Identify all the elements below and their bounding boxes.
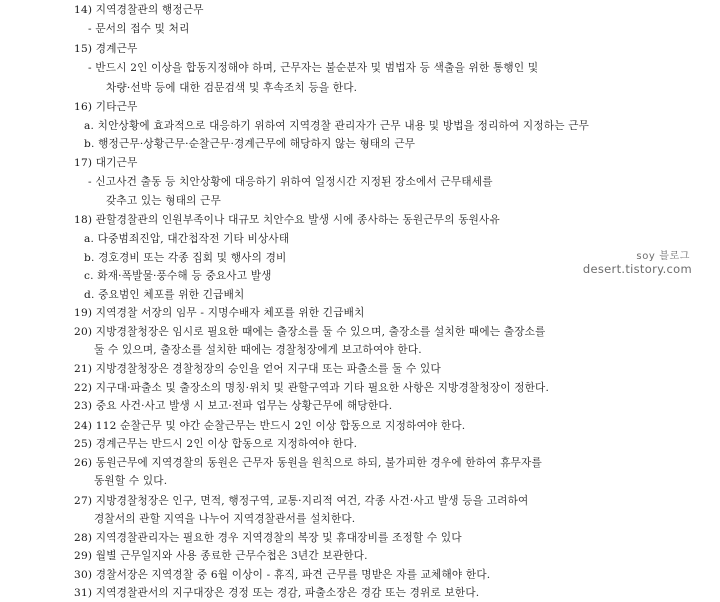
text-line: 둘 수 있으며, 출장소를 설치한 때에는 경찰청장에게 보고하여야 한다. [94,344,422,357]
text-line: d. 중요범인 체포를 위한 긴급배치 [84,288,245,301]
watermark-url: desert.tistory.com [582,262,692,276]
text-line: a. 다중범죄진압, 대간첩작전 기타 비상사태 [84,233,290,246]
text-line: 17) 대기근무 [74,156,138,169]
text-line: 19) 지역경찰 서장의 임무 - 지명수배자 체포를 위한 긴급배치 [74,307,365,320]
text-line: 26) 동원근무에 지역경찰의 동원은 근무자 동원을 원칙으로 하되, 불가피한 경우에 한하여 휴무자를 [74,456,542,469]
text-line: 28) 지역경찰관리자는 필요한 경우 지역경찰의 복장 및 휴대장비를 조정할 수 있다 [74,531,462,544]
text-line: 15) 경계근무 [74,42,138,55]
text-line: 경찰서의 관할 지역을 나누어 지역경찰관서를 설치한다. [94,513,356,526]
text-line: c. 화재·폭발물·풍수해 등 중요사고 발생 [84,270,272,283]
text-line: 30) 경찰서장은 지역경찰 중 6월 이상이 - 휴직, 파견 근무를 명받은 자를 교체해야 한다. [74,568,491,581]
text-line: 차량·선박 등에 대한 검문검색 및 후속조치 등을 한다. [106,81,358,94]
text-line: 14) 지역경찰관의 행정근무 [74,4,204,16]
text-line: 25) 경계근무는 반드시 2인 이상 합동으로 지정하여야 한다. [74,438,358,451]
text-line: 27) 지방경찰청장은 인구, 면적, 행정구역, 교통·지리적 여건, 각종 사건·사고 발생 등을 고려하여 [74,494,529,507]
text-line: b. 경호경비 또는 각종 집회 및 행사의 경비 [84,251,287,264]
watermark-blog-name: soy 블로그 [636,251,690,262]
text-line: 21) 지방경찰청장은 경찰청장의 승인을 얻어 지구대 또는 파출소를 둘 수 있다 [74,362,441,375]
text-line: - 문서의 접수 및 처리 [88,23,190,36]
text-line: 16) 기타근무 [74,101,138,114]
text-line: 갖추고 있는 형태의 근무 [106,194,222,207]
text-line: 31) 지역경찰관서의 지구대장은 경정 또는 경감, 파출소장은 경감 또는 경위로 보한다. [74,587,480,599]
text-line: 29) 월별 근무일지와 사용 종료한 근무수첩은 3년간 보관한다. [74,550,368,563]
text-line: a. 치안상황에 효과적으로 대응하기 위하여 지역경찰 관리자가 근무 내용 및 방법을 정리하여 지정하는 근무 [84,119,590,132]
text-line: 23) 중요 사건·사고 발생 시 보고·전파 업무는 상황근무에 해당한다. [74,400,393,413]
text-line: 동원할 수 있다. [94,475,168,488]
text-line: 22) 지구대·파출소 및 출장소의 명칭·위치 및 관할구역과 기타 필요한 사항은 지방경찰청장이 정한다. [74,382,550,395]
text-line: b. 행정근무·상황근무·순찰근무·경계근무에 해당하지 않는 형태의 근무 [84,138,416,151]
text-line: - 반드시 2인 이상을 합동지정해야 하며, 근무자는 불순분자 및 범법자 등 색출을 위한 통행인 및 [88,62,539,75]
text-line: 24) 112 순찰근무 및 야간 순찰근무는 반드시 2인 이상 합동으로 지정하여야 한다. [74,419,466,432]
text-line: 20) 지방경찰청장은 임시로 필요한 때에는 출장소를 둘 수 있으며, 출장소를 설치한 때에는 출장소를 [74,325,546,338]
text-line: - 신고사건 출동 등 치안상황에 대응하기 위하여 일정시간 지정된 장소에서 근무태세를 [88,176,493,189]
text-line: 18) 관할경찰관의 인원부족이나 대규모 치안수요 발생 시에 종사하는 동원근무의 동원사유 [74,213,500,226]
